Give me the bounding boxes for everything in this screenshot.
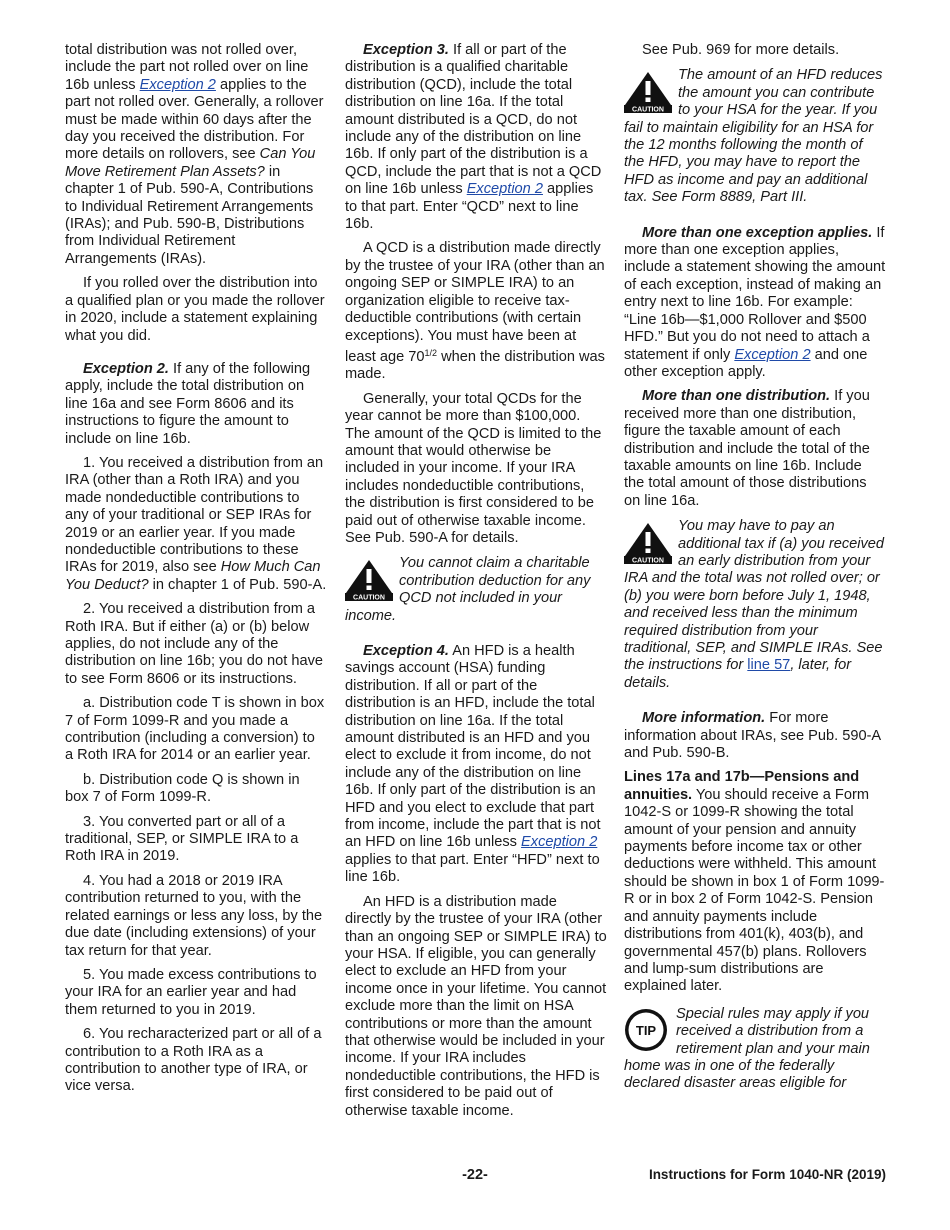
list-item: 1. You received a distribution from an IRA (other than a Roth IRA) and you made nondeductible contributions to any of your traditional or SEP IRAs for 2019 or an earlier year. If you made nondeductible contributions to these IRAs for 2019, also see How Much Can You Deduct? in chapter 1 of Pub. 590-A. xyxy=(65,454,327,593)
exception-2-heading: Exception 2. If any of the following apply, include the total distribution on line 16a and see Form 8606 and its instructions to figure the amount to include on line 16b. xyxy=(65,360,311,447)
list-item: 3. You converted part or all of a traditional, SEP, or SIMPLE IRA to a Roth IRA in 2019. xyxy=(65,813,299,865)
caution-icon xyxy=(624,71,672,113)
lines-17-heading: Lines 17a and 17b—Pensions and annuities. You should receive a Form 1042-S or 1099-R showing the total amount of your pension and annuity payments before income tax or other deductions were withheld. This amount should be shown in box 1 of Form 1099-R or in box 2 of Form 1042-S. Pension and annuity payments include distributions from 401(k), 403(b), and governmental 457(b) plans. Rollovers and lump-sum distributions are explained later. xyxy=(624,769,885,995)
list-item: b. Distribution code Q is shown in box 7 of Form 1099-R. xyxy=(65,771,300,806)
paragraph-pub-969: See Pub. 969 for more details. xyxy=(642,42,840,58)
list-item: a. Distribution code T is shown in box 7 of Form 1099-R and you made a contribution (including a conversion) to a Roth IRA for 2014 or an earlier year. xyxy=(65,695,325,764)
column-middle xyxy=(345,42,607,1127)
tip-icon xyxy=(624,1008,668,1052)
exception-2-link[interactable]: Exception 2 xyxy=(139,76,216,93)
paragraph-qcd-limit: Generally, your total QCDs for the year cannot be more than $100,000. The amount of the QCD is limited to the amount that would otherwise be included in your income. If your IRA includes nondeductible contributions, the distribution is first considered to be paid out of otherwise taxable income. See Pub. 590-A for details. xyxy=(345,390,602,546)
page-number: -22- xyxy=(462,1167,488,1183)
exception-2-link[interactable]: Exception 2 xyxy=(466,181,543,198)
list-item: 2. You received a distribution from a Roth IRA. But if either (a) or (b) below applies, do not include any of the distribution on line 16b; you do not have to see Form 8606 or its instructions. xyxy=(65,601,324,687)
svg-text:CAUTION: CAUTION xyxy=(632,107,664,114)
list-item: 6. You recharacterized part or all of a contribution to a Roth IRA as a contribution to another type of IRA, or vice versa. xyxy=(65,1026,322,1095)
caution-icon xyxy=(624,522,672,564)
caution-callout: CAUTION The amount of an HFD reduces the amount you can contribute to your HSA for the year. If you fail to maintain eligibility for an HSA for the 12 months following the month of the HFD, you may have to report the HFD as income and pay an additional tax. See Form 8889, Part III. xyxy=(624,67,883,206)
paragraph-rollover: total distribution was not rolled over, include the part not rolled over on line 16b unless Exception 2 applies to the part not rolled over. Generally, a rollover must be made within 60 days after the day you received the distribution. For more details on rollovers, see Can You Move Retirement Plan Assets? in chapter 1 of Pub. 590-A, Contributions to Individual Retirement Arrangements (IRAs); and Pub. 590-B, Distributions from Individual Retirement Arrangements (IRAs). xyxy=(65,42,324,267)
column-right xyxy=(624,42,886,1093)
exception-4-heading: Exception 4. An HFD is a health savings account (HSA) funding distribution. If all or part of the distribution is an HFD, include the total distribution on line 16a. If the total amount distributed is an HFD and you elect to exclude it from income, do not include any of the distribution on line 16b. If only part of the distribution is an HFD and you elect to exclude that part from income, include the part that is not an HFD on line 16b unless Exception 2 applies to that part. Enter “HFD” next to line 16b. xyxy=(345,643,601,886)
svg-text:TIP: TIP xyxy=(635,1022,657,1038)
line-57-link[interactable]: line 57 xyxy=(747,657,791,674)
more-than-one-distribution: More than one distribution. If you received more than one distribution, figure the taxable amount of each distribution and include the total of the taxable amounts on line 16b. Include the total amount of those distributions on line 16a. xyxy=(624,388,870,509)
exception-2-link[interactable]: Exception 2 xyxy=(521,834,598,851)
caution-icon xyxy=(345,559,393,601)
svg-text:CAUTION: CAUTION xyxy=(353,594,385,602)
exception-3-heading: Exception 3. If all or part of the distribution is a qualified charitable distribution (QCD), include the total distribution on line 16a. If the total amount distributed is a QCD, do not include any of the distribution on line 16b. If only part of the distribution is a QCD, include the part that is not a QCD on line 16b unless Exception 2 applies to that part. Enter “QCD” next to line 16b. xyxy=(345,42,602,233)
caution-callout: CAUTION You cannot claim a charitable contribution deduction for any QCD not included in your income. xyxy=(345,555,591,624)
list-item: 5. You made excess contributions to your IRA for an earlier year and had them returned to you in 2019. xyxy=(65,966,317,1018)
column-left xyxy=(65,42,327,1103)
tip-callout: TIP Special rules may apply if you received a distribution from a retirement plan and your main home was in one of the federally declared disaster areas eligible for xyxy=(624,1005,870,1092)
paragraph-hfd: An HFD is a distribution made directly by the trustee of your IRA (other than an ongoing SEP or SIMPLE IRA) to your HSA. If eligible, you can generally elect to exclude an HFD from your income once in your lifetime. You cannot exclude more than the limit on HSA contributions or more than the amount that otherwise would be included in your income. If your IRA includes nondeductible contributions, the HFD is first considered to be paid out of otherwise taxable income. xyxy=(345,893,607,1119)
svg-text:CAUTION: CAUTION xyxy=(632,557,664,565)
more-than-one-exception: More than one exception applies. If more than one exception applies, include a statement showing the amount of each exception, instead of making an entry next to line 16b. For example: “Line 16b—$1,000 Rollover and $500 HFD.” But you do not need to attach a statement if only Exception 2 and one other exception apply. xyxy=(624,224,886,380)
paragraph-rolled-over: If you rolled over the distribution into a qualified plan or you made the rollover in 2020, include a statement explaining what you did. xyxy=(65,275,325,344)
exception-2-link[interactable]: Exception 2 xyxy=(734,346,811,363)
list-item: 4. You had a 2018 or 2019 IRA contribution returned to you, with the related earnings or less any loss, by the due date (including extensions) of your tax return for that year. xyxy=(65,872,323,959)
paragraph-qcd: A QCD is a distribution made directly by the trustee of your IRA (other than an ongoing SEP or SIMPLE IRA) to an organization eligible to receive tax-deductible contributions (with certain exceptions). You must have been at least age $70^{1/2}$ when the distribution was made. xyxy=(345,240,605,383)
caution-callout: CAUTION You may have to pay an additional tax if (a) you received an early distribution from your IRA and the total was not rolled over; or (b) you were born before July 1, 1948, and received less than the minimum required distribution from your traditional, SEP, and SIMPLE IRAs. See the instructions for line 57, later, for details. xyxy=(624,518,885,691)
document-title: Instructions for Form 1040-NR (2019) xyxy=(648,1167,886,1182)
more-information: More information. For more information about IRAs, see Pub. 590-A and Pub. 590-B. xyxy=(624,710,881,762)
